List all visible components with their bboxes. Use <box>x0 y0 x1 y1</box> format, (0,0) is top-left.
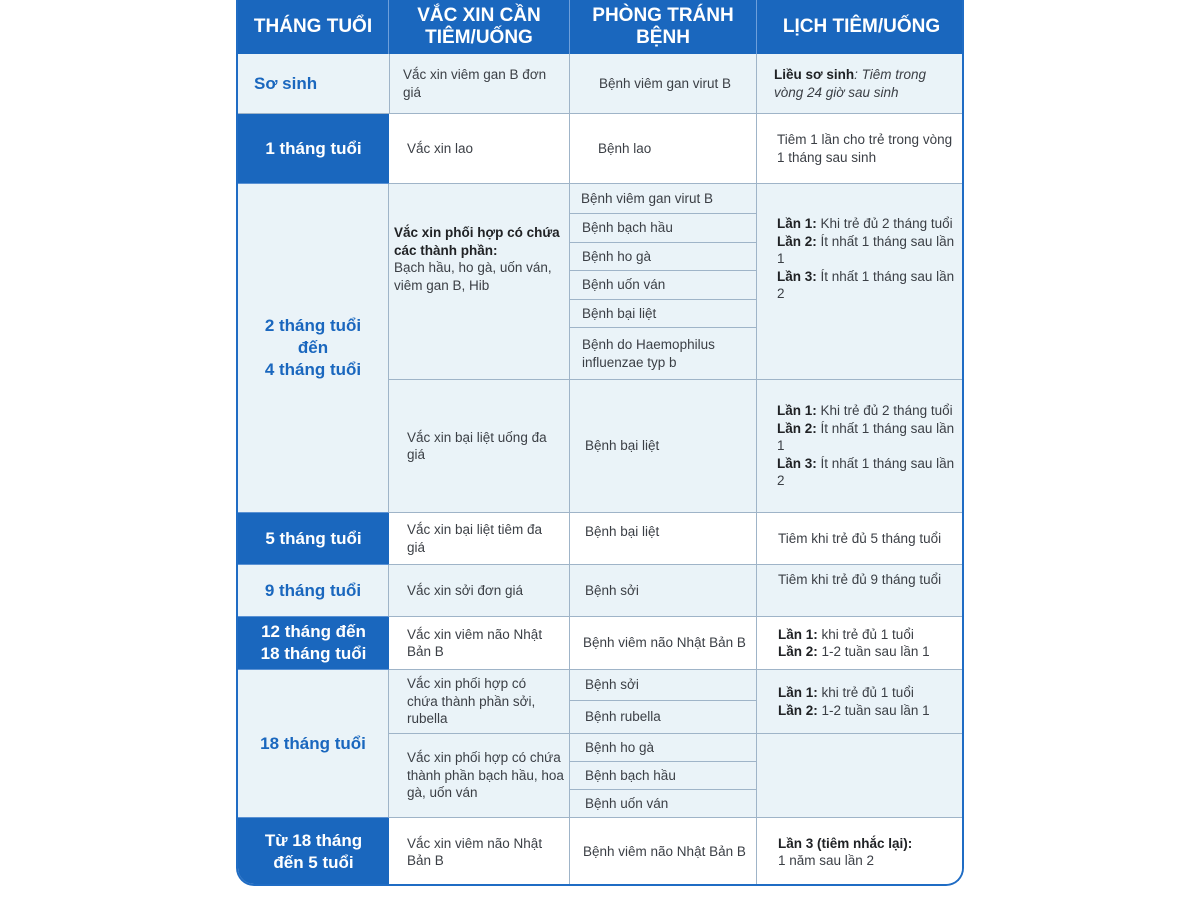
schedule-opv: Lần 1: Khi trẻ đủ 2 tháng tuổi Lần 2: Ít nhất 1 tháng sau lần 1 Lần 3: Ít nhất 1 tháng sau lần 2 <box>757 380 964 513</box>
vaccine-dtp-booster: Vắc xin phối hợp có chứa thành phần bạch hầu, hoa gà, uốn ván <box>389 734 570 818</box>
header-age: THÁNG TUỔI <box>238 0 389 54</box>
disease-je-booster: Bệnh viêm não Nhật Bản B <box>570 818 757 886</box>
disease-polio-ipv: Bệnh bại liệt <box>570 513 757 565</box>
disease-polio-opv: Bệnh bại liệt <box>570 380 757 513</box>
diseases-mr <box>570 670 757 734</box>
schedule-combo-5in1: Lần 1: Khi trẻ đủ 2 tháng tuổi Lần 2: Ít nhất 1 tháng sau lần 1 Lần 3: Ít nhất 1 tháng sau lần 2 <box>757 184 964 380</box>
vaccine-bcg: Vắc xin lao <box>389 114 570 184</box>
age-1-month: 1 tháng tuổi <box>238 114 389 184</box>
age-5-months: 5 tháng tuổi <box>238 513 389 565</box>
disease-je: Bệnh viêm não Nhật Bản B <box>570 617 757 670</box>
vaccine-mr: Vắc xin phối hợp có chứa thành phần sởi, rubella <box>389 670 570 734</box>
schedule-newborn: Liều sơ sinh: Tiêm trong vòng 24 giờ sau sinh <box>757 54 964 114</box>
schedule-measles: Tiêm khi trẻ đủ 9 tháng tuổi <box>757 565 964 617</box>
disease-item: Bệnh ho gà <box>570 243 756 271</box>
age-18-months-to-5-years: Từ 18 tháng đến 5 tuổi <box>238 818 389 886</box>
disease-hepb: Bệnh viêm gan virut B <box>570 54 757 114</box>
vaccine-je: Vắc xin viêm não Nhật Bản B <box>389 617 570 670</box>
vaccination-schedule-table <box>236 0 964 886</box>
schedule-mr: Lần 1: khi trẻ đủ 1 tuổi Lần 2: 1-2 tuần sau lần 1 <box>757 670 964 734</box>
age-18-months: 18 tháng tuổi <box>238 670 389 818</box>
diseases-dtp-booster <box>570 734 757 818</box>
vaccine-je-booster: Vắc xin viêm não Nhật Bản B <box>389 818 570 886</box>
disease-tb: Bệnh lao <box>570 114 757 184</box>
header-schedule: LỊCH TIÊM/UỐNG <box>757 0 964 54</box>
disease-item: Bệnh do Haemophilus influenzae typ b <box>582 337 715 370</box>
disease-measles: Bệnh sởi <box>570 565 757 617</box>
schedule-je: Lần 1: khi trẻ đủ 1 tuổi Lần 2: 1-2 tuần sau lần 1 <box>757 617 964 670</box>
age-newborn: Sơ sinh <box>238 54 389 114</box>
diseases-combo-5in1 <box>570 184 757 380</box>
age-9-months: 9 tháng tuổi <box>238 565 389 617</box>
header-vaccine: VẮC XIN CẦN TIÊM/UỐNG <box>389 0 570 54</box>
age-2-to-4-months: 2 tháng tuổi đến 4 tháng tuổi <box>238 184 389 513</box>
schedule-bcg: Tiêm 1 lần cho trẻ trong vòng 1 tháng sau sinh <box>757 114 964 184</box>
disease-item: Bệnh uốn ván <box>570 271 756 300</box>
vaccine-ipv: Vắc xin bại liệt tiêm đa giá <box>389 513 570 565</box>
disease-item: Bệnh sởi <box>570 670 756 701</box>
age-12-to-18-months: 12 tháng đến 18 tháng tuổi <box>238 617 389 670</box>
vaccine-opv: Vắc xin bại liệt uống đa giá <box>389 380 570 513</box>
disease-item: Bệnh ho gà <box>570 734 756 762</box>
disease-item: Bệnh bạch hầu <box>570 762 756 790</box>
disease-item: Bệnh bạch hầu <box>570 214 756 243</box>
disease-item: Bệnh viêm gan virut B <box>570 184 756 214</box>
header-disease: PHÒNG TRÁNH BỆNH <box>570 0 757 54</box>
vaccine-measles: Vắc xin sởi đơn giá <box>389 565 570 617</box>
schedule-je-booster: Lần 3 (tiêm nhắc lại): 1 năm sau lần 2 <box>757 818 964 886</box>
vaccine-hepb-single: Vắc xin viêm gan B đơn giá <box>389 54 570 114</box>
disease-item: Bệnh bại liệt <box>570 300 756 328</box>
schedule-ipv: Tiêm khi trẻ đủ 5 tháng tuổi <box>757 513 964 565</box>
disease-item: Bệnh rubella <box>585 709 661 725</box>
schedule-dtp-booster-empty <box>757 734 964 818</box>
vaccine-combo-5in1: Vắc xin phối hợp có chứa các thành phần: Bạch hầu, ho gà, uốn ván, viêm gan B, Hib <box>389 184 570 380</box>
disease-item: Bệnh uốn ván <box>585 795 669 811</box>
